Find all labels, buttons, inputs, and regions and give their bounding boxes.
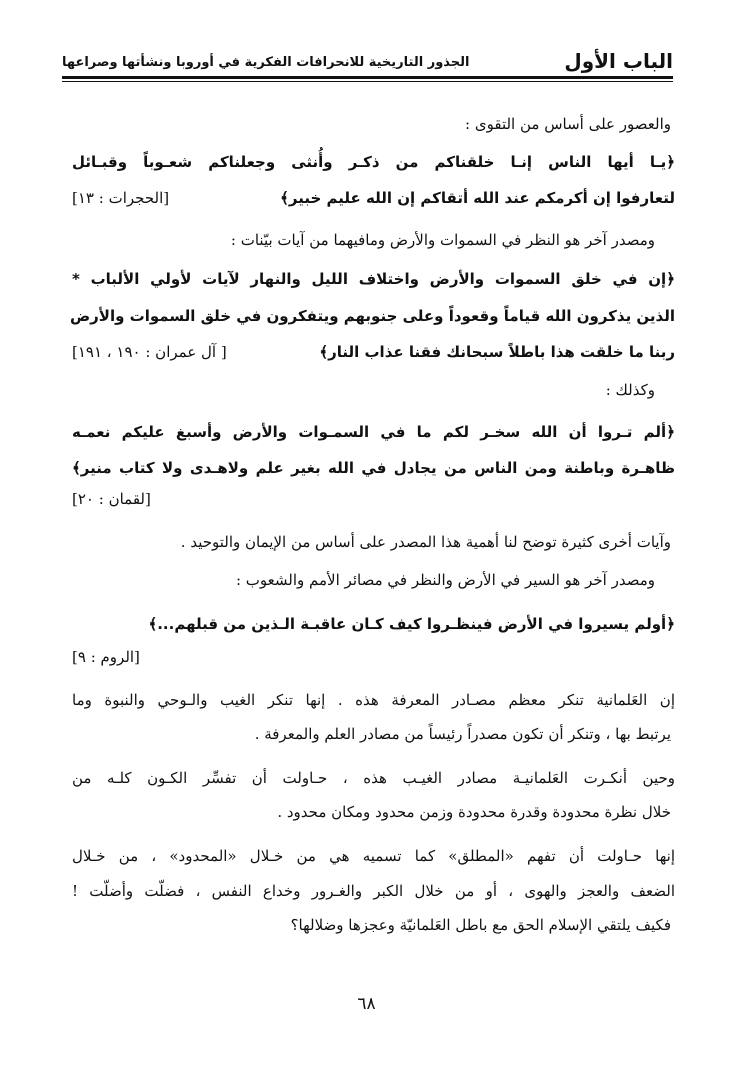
body-line: وآيات أخرى كثيرة توضح لنا أهمية هذا المصدر على أساس من الإيمان والتوحيد .: [180, 533, 671, 551]
running-header: [62, 44, 673, 74]
page-number: ٦٨: [357, 994, 376, 1014]
verse-reference: [الحجرات : ١٣]: [72, 189, 170, 207]
body-line: يرتبط بها ، وتنكر أن تكون مصدراً رئيساً من مصادر العلم والمعرفة .: [254, 725, 671, 743]
quran-verse-line: ظاهـرة وباطنة ومن الناس من يجادل في الله بغير علم ولاهـدى ولا كتاب منير﴾: [72, 459, 675, 477]
book-title: الجذور التاريخية للانحرافات الفكرية في أوروبا ونشأتها وصراعها: [62, 55, 470, 70]
quran-verse-line: الذين يذكرون الله قياماً وقعوداً وعلى جنوبهم ويتفكرون في خلق السموات والأرض: [69, 307, 675, 325]
quran-verse-line: ﴿إن في خلق السموات والأرض واختلاف الليل والنهار لآيات لأولي الألباب *: [72, 270, 675, 288]
verse-reference: [الروم : ٩]: [72, 648, 140, 666]
body-line: وكذلك :: [605, 381, 655, 399]
verse-reference: [ آل عمران : ١٩٠ ، ١٩١]: [72, 343, 227, 361]
body-line: خلال نظرة محدودة وقدرة محدودة وزمن محدود ومكان محدود .: [277, 803, 671, 821]
body-line: الضعف والعجز والهوى ، أو من خلال الكبر والغـرور وخداع النفس ، فضلّت وأضلّت !: [72, 882, 675, 900]
body-line: والعصور على أساس من التقوى :: [465, 115, 671, 133]
chapter-label: الباب الأول: [564, 49, 673, 73]
body-line: ومصدر آخر هو النظر في السموات والأرض ومافيهما من آيات بيّنات :: [230, 231, 655, 249]
quran-verse-line: لتعارفوا إن أكرمكم عند الله أتقاكم إن الله عليم خبير﴾: [280, 189, 675, 207]
body-line: وحين أنكـرت العَلمانيـة مصادر الغيـب هذه ، حـاولت أن تفسِّر الكـون كلـه من: [72, 769, 675, 787]
quran-verse-line: ربنا ما خلقت هذا باطلاً سبحانك فقنا عذاب النار﴾: [319, 343, 675, 361]
body-line: إنها حـاولت أن تفهم «المطلق» كما تسميه هي من خـلال «المحدود» ، من خـلال: [72, 847, 675, 865]
quran-verse-line: ﴿يـا أيها الناس إنـا خلقناكم من ذكـر وأُنثى وجعلناكم شعـوباً وقبـائل: [72, 153, 675, 171]
quran-verse-line: ﴿أولم يسيروا في الأرض فينظـروا كيف كـان عاقبـة الـذين من قبلهم...﴾: [148, 615, 675, 633]
header-rule-thin: [62, 81, 673, 82]
header-rule: [62, 76, 673, 79]
body-line: فكيف يلتقي الإسلام الحق مع باطل العَلمانيّة وعجزها وضلالها؟: [290, 916, 671, 934]
verse-reference: [لقمان : ٢٠]: [72, 490, 151, 508]
quran-verse-line: ﴿ألم تـروا أن الله سخـر لكم ما في السمـوات والأرض وأسبغ عليكم نعمـه: [72, 423, 675, 441]
body-line: ومصدر آخر هو السير في الأرض والنظر في مصائر الأمم والشعوب :: [235, 571, 655, 589]
body-line: إن العَلمانية تنكر معظم مصـادر المعرفة هذه . إنها تنكر الغيب والـوحي والنبوة وما: [72, 691, 675, 709]
